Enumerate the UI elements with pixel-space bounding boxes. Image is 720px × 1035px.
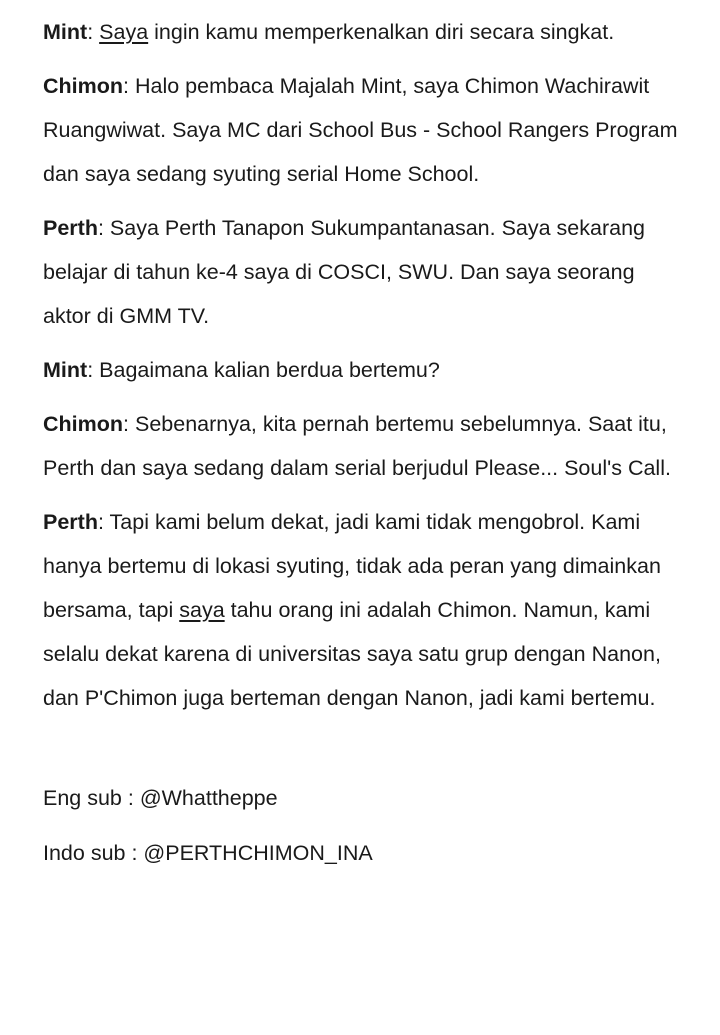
speaker-name: Perth [43, 216, 98, 240]
underlined-word: saya [179, 598, 225, 622]
separator: : [97, 216, 110, 240]
speaker-name: Chimon [43, 74, 124, 98]
dialogue-line-perth-2 [43, 500, 684, 720]
subtitle-credits [43, 776, 684, 875]
dialogue-text-continued: tahu orang ini adalah Chimon. Namun, kami selalu dekat karena di universitas saya satu grup dengan Nanon, dan P'Chimon juga berteman dengan Nanon, jadi kami bertemu. [43, 598, 661, 710]
dialogue-text: Saya Perth Tanapon Sukumpantanasan. Saya sekarang belajar di tahun ke-4 saya di COSCI, SWU. Dan saya seorang aktor di GMM TV. [43, 216, 646, 328]
speaker-name: Mint [43, 20, 88, 44]
separator: : [97, 510, 110, 534]
dialogue-line-mint-2 [43, 348, 684, 392]
speaker-name: Perth [43, 510, 98, 534]
speaker-name: Chimon [43, 412, 124, 436]
dialogue-text: Bagaimana kalian berdua bertemu? [99, 358, 440, 382]
dialogue-line-mint-1 [43, 10, 684, 54]
separator: : [123, 74, 135, 98]
underlined-word: Saya [99, 20, 149, 44]
speaker-name: Mint [43, 358, 88, 382]
indo-sub-credit: Indo sub : @PERTHCHIMON_INA [43, 841, 373, 865]
eng-sub-credit: Eng sub : @Whattheppe [43, 786, 278, 810]
dialogue-text: Sebenarnya, kita pernah bertemu sebelumnya. Saat itu, Perth dan saya sedang dalam serial berjudul Please... Soul's Call. [43, 412, 671, 480]
dialogue-line-chimon-2 [43, 402, 684, 490]
dialogue-line-chimon-1 [43, 64, 684, 196]
separator: : [87, 358, 100, 382]
separator: : [87, 20, 100, 44]
separator: : [123, 412, 135, 436]
dialogue-text-continued: ingin kamu memperkenalkan diri secara singkat. [148, 20, 615, 44]
dialogue-text: Tapi kami belum dekat, jadi kami tidak mengobrol. Kami hanya bertemu di lokasi syuting, tidak ada peran yang dimainkan bersama, tapi [43, 510, 661, 622]
dialogue-text: Halo pembaca Majalah Mint, saya Chimon Wachirawit Ruangwiwat. Saya MC dari School Bus - School Rangers Program dan saya sedang syuting serial Home School. [43, 74, 678, 186]
dialogue-line-perth-1 [43, 206, 684, 338]
